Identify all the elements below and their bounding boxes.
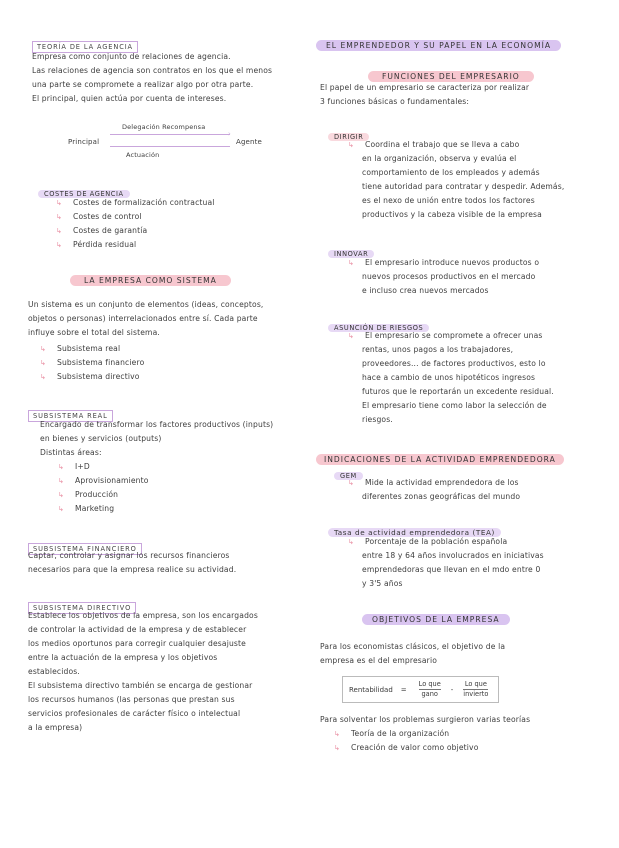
diagram-agente: Agente	[236, 138, 262, 146]
directivo-line: los recursos humanos (las personas que prestan sus	[28, 695, 235, 704]
list-item: ↳ Creación de valor como objetivo	[334, 741, 584, 755]
arrow-bullet-icon: ↳	[334, 730, 341, 738]
directivo-line: de controlar la actividad de la empresa y de establecer	[28, 625, 247, 634]
sistema-list	[40, 342, 270, 384]
arrow-right-icon: ›	[228, 130, 231, 138]
dirigir-label: DIRIGIR	[328, 124, 369, 143]
list-item: ↳ Producción	[58, 488, 258, 502]
teoria-line: Empresa como conjunto de relaciones de agencia.	[32, 52, 231, 61]
financiero-line: Captar, controlar y asignar los recursos financieros	[28, 551, 230, 560]
directivo-line: servicios profesionales de carácter físico o intelectual	[28, 709, 241, 718]
arrow-bullet-icon: ↳	[348, 538, 355, 546]
real-line: en bienes y servicios (outputs)	[40, 434, 162, 443]
list-item: ↳ Pérdida residual	[56, 238, 286, 252]
financiero-line: necesarios para que la empresa realice su actividad.	[28, 565, 237, 574]
teoria-line: El principal, quien actúa por cuenta de intereses.	[32, 94, 227, 103]
teoria-text	[32, 50, 302, 106]
arrow-bullet-icon: ↳	[40, 373, 47, 381]
formula-fraction-2: $\frac{\text{Lo que}}{\text{invierto}}$	[463, 680, 489, 698]
innovar-label: INNOVAR	[328, 241, 374, 260]
agency-diagram	[68, 122, 278, 162]
arrow-bullet-icon: ↳	[348, 141, 355, 149]
directivo-line: Establece los objetivos de la empresa, son los encargados	[28, 611, 258, 620]
riesgos-text: ↳ El empresario se compromete a ofrecer unas rentas, unos pagos a los trabajadores, proveedores... de factores productivos, esto lo hace a cambio de unos hipotéticos ingresos futuros que le reportarán un excedente residual. El empresario tiene como labor la selección de riesgos.	[348, 331, 554, 424]
arrow-bullet-icon: ↳	[58, 477, 65, 485]
real-text	[40, 418, 305, 460]
funciones-line: El papel de un empresario se caracteriza por realizar	[320, 83, 530, 92]
directivo-line: establecidos.	[28, 667, 80, 676]
list-item: ↳ Teoría de la organización	[334, 727, 584, 741]
arrow-bullet-icon: ↳	[348, 259, 355, 267]
arrow-bullet-icon: ↳	[58, 505, 65, 513]
diagram-arrow-bottom	[110, 146, 230, 147]
arrow-bullet-icon: ↳	[56, 227, 63, 235]
tea-label: Tasa de actividad emprendedora (TEA)	[328, 520, 501, 539]
list-item: ↳ I+D	[58, 460, 258, 474]
directivo-text	[28, 609, 298, 735]
riesgos-label: ASUNCIÓN DE RIESGOS	[328, 315, 429, 334]
objetivos-line: empresa es el del empresario	[320, 656, 437, 665]
sistema-line: Un sistema es un conjunto de elementos (ideas, conceptos,	[28, 300, 264, 309]
arrow-bullet-icon: ↳	[348, 479, 355, 487]
list-item: ↳ Subsistema directivo	[40, 370, 270, 384]
objetivos-after: Para solventar los problemas surgieron varias teorías	[320, 715, 531, 724]
arrow-bullet-icon: ↳	[348, 332, 355, 340]
right-header: EL EMPRENDEDOR Y SU PAPEL EN LA ECONOMÍA	[316, 33, 561, 52]
list-item: ↳ Costes de garantía	[56, 224, 286, 238]
sistema-text	[28, 298, 298, 340]
costes-title: COSTES DE AGENCIA	[38, 181, 130, 200]
dirigir-text: ↳ Coordina el trabajo que se lleva a cabo en la organización, observa y evalúa el comportamiento de los empleados y además tiene autoridad para contratar y despedir. Además, es el nexo de unión entre todos los factores productivos y la cabeza visible de la empresa	[348, 140, 565, 219]
financiero-text	[28, 549, 298, 577]
directivo-title: SUBSISTEMA DIRECTIVO	[28, 595, 136, 614]
real-title: SUBSISTEMA REAL	[28, 403, 113, 422]
list-item: ↳ Marketing	[58, 502, 258, 516]
formula-fraction-1: $\frac{\text{Lo que}}{\text{gano}}$	[418, 680, 441, 698]
arrow-bullet-icon: ↳	[40, 359, 47, 367]
funciones-title: FUNCIONES DEL EMPRESARIO	[368, 64, 534, 83]
gem-label: GEM	[334, 463, 363, 482]
arrow-bullet-icon: ↳	[58, 491, 65, 499]
diagram-top-label: Delegación Recompensa	[122, 123, 206, 131]
arrow-bullet-icon: ↳	[56, 213, 63, 221]
arrow-bullet-icon: ↳	[56, 241, 63, 249]
costes-list	[56, 196, 286, 252]
diagram-bottom-label: Actuación	[126, 151, 160, 159]
list-item: ↳ Costes de control	[56, 210, 286, 224]
sistema-line: objetos o personas) interrelacionados entre sí. Cada parte	[28, 314, 258, 323]
gem-text: ↳ Mide la actividad emprendedora de los diferentes zonas geográficas del mundo	[348, 478, 521, 501]
objetivos-line: Para los economistas clásicos, el objetivo de la	[320, 642, 506, 651]
sistema-line: influye sobre el total del sistema.	[28, 328, 160, 337]
teoria-title: TEORÍA DE LA AGENCIA	[32, 34, 138, 53]
list-item: ↳ Subsistema financiero	[40, 356, 270, 370]
teoria-line: una parte se compromete a realizar algo por otra parte.	[32, 80, 254, 89]
arrow-bullet-icon: ↳	[40, 345, 47, 353]
arrow-bullet-icon: ↳	[334, 744, 341, 752]
real-line: Distintas áreas:	[40, 448, 102, 457]
directivo-line: los medios oportunos para corregir cualquier desajuste	[28, 639, 246, 648]
real-line: Encargado de transformar los factores productivos (inputs)	[40, 420, 274, 429]
sistema-title: LA EMPRESA COMO SISTEMA	[70, 268, 231, 287]
financiero-title: SUBSISTEMA FINANCIERO	[28, 536, 142, 555]
list-item: ↳ Costes de formalización contractual	[56, 196, 286, 210]
rentabilidad-formula	[342, 676, 499, 703]
funciones-line: 3 funciones básicas o fundamentales:	[320, 97, 470, 106]
objetivos-list	[334, 727, 584, 755]
arrow-bullet-icon: ↳	[58, 463, 65, 471]
real-list	[58, 460, 258, 516]
funciones-text	[320, 81, 592, 109]
list-item: ↳ Aprovisionamiento	[58, 474, 258, 488]
indicaciones-title: INDICACIONES DE LA ACTIVIDAD EMPRENDEDORA	[316, 447, 564, 466]
diagram-arrow-top	[110, 134, 230, 135]
directivo-line: El subsistema directivo también se encarga de gestionar	[28, 681, 253, 690]
formula-equals: =	[400, 685, 407, 694]
diagram-principal: Principal	[68, 138, 100, 146]
objetivos-text	[320, 640, 595, 668]
directivo-line: a la empresa)	[28, 723, 83, 732]
formula-label: Rentabilidad	[349, 685, 393, 694]
objetivos-title: OBJETIVOS DE LA EMPRESA	[362, 607, 510, 626]
innovar-text: ↳ El empresario introduce nuevos productos o nuevos procesos productivos en el mercado e incluso crea nuevos mercados	[348, 258, 540, 295]
directivo-line: entre la actuación de la empresa y los objetivos	[28, 653, 218, 662]
arrow-bullet-icon: ↳	[56, 199, 63, 207]
list-item: ↳ Subsistema real	[40, 342, 270, 356]
formula-minus: -	[450, 685, 454, 694]
tea-text: ↳ Porcentaje de la población española entre 18 y 64 años involucrados en iniciativas emprendedoras que llevan en el mdo entre 0 y 3'5 años	[348, 537, 544, 588]
teoria-line: Las relaciones de agencia son contratos en los que el menos	[32, 66, 273, 75]
